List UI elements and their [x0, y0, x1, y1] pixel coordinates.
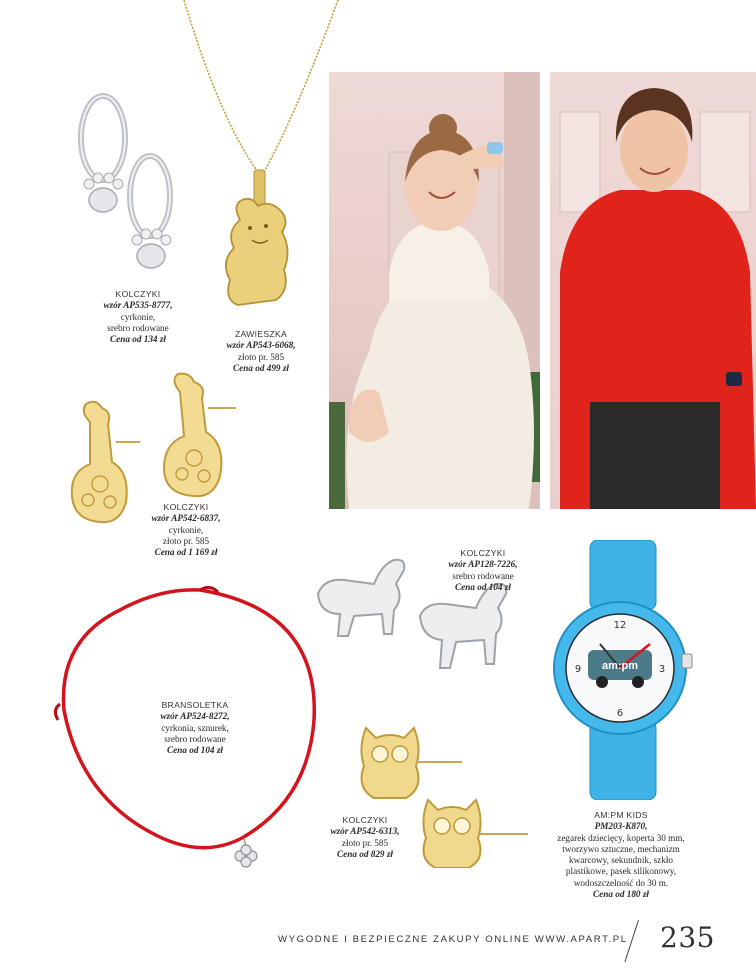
page-number: 235 — [660, 921, 715, 954]
product-model: wzór AP524-8272, — [160, 711, 230, 722]
svg-text:3: 3 — [658, 664, 666, 675]
caption-watch — [536, 810, 706, 900]
product-title: ZAWIESZKA — [234, 329, 288, 339]
product-model: wzór AP543-6068, — [226, 340, 296, 351]
product-desc: zegarek dziecięcy, koperta 30 mm, — [557, 832, 685, 843]
product-desc: cyrkonia, sznurek, — [161, 722, 229, 733]
caption-bracelet — [140, 700, 250, 756]
pendant-dog-image — [180, 0, 350, 320]
product-model: wzór AP535-8777, — [103, 300, 173, 311]
product-title: KOLCZYKI — [460, 548, 506, 558]
product-desc: plastikowe, pasek silikonowy, — [565, 866, 677, 877]
svg-text:6: 6 — [616, 708, 624, 719]
product-title: BRANSOLETKA — [161, 700, 229, 710]
product-desc: złoto pr. 585 — [237, 351, 285, 362]
caption-pendant-dog — [196, 329, 326, 374]
product-desc: srebro rodowane — [452, 570, 514, 581]
product-price: Cena od 180 zł — [593, 889, 649, 900]
product-model: PM203-K870, — [594, 821, 648, 832]
product-desc: złoto pr. 585 — [162, 535, 210, 546]
watch-logo: am:pm — [601, 660, 639, 672]
caption-earrings-paw — [78, 289, 198, 345]
product-price: Cena od 104 zł — [167, 745, 223, 756]
product-desc: złoto pr. 585 — [341, 837, 389, 848]
svg-text:12: 12 — [613, 620, 627, 631]
product-desc: srebro rodowane — [107, 322, 169, 333]
photo-girl — [329, 72, 540, 509]
product-title: KOLCZYKI — [163, 502, 209, 512]
product-title: AM:PM KIDS — [594, 810, 648, 820]
product-model: wzór AP542-6313, — [330, 826, 400, 837]
footer-link[interactable]: WYGODNE I BEZPIECZNE ZAKUPY ONLINE WWW.APART.PL — [278, 934, 628, 945]
caption-earrings-owl — [310, 815, 420, 860]
product-model: wzór AP542-6837, — [151, 513, 221, 524]
product-desc: kwarcowy, sekundnik, szkło — [568, 855, 674, 866]
product-price: Cena od 829 zł — [337, 848, 393, 859]
product-desc: srebro rodowane — [164, 733, 226, 744]
product-desc: tworzywo sztuczne, mechanizm — [562, 843, 680, 854]
product-price: Cena od 499 zł — [233, 362, 289, 373]
product-desc: wodoszczelność do 30 m. — [573, 877, 669, 888]
product-price: Cena od 1 169 zł — [154, 547, 218, 558]
product-title: KOLCZYKI — [342, 815, 388, 825]
earrings-paw-image — [55, 86, 185, 286]
caption-earrings-giraffe — [126, 502, 246, 558]
product-desc: cyrkonie, — [168, 524, 204, 535]
product-model: wzór AP128-7226, — [448, 559, 518, 570]
product-title: KOLCZYKI — [115, 289, 161, 299]
caption-earrings-horse — [428, 548, 538, 593]
product-price: Cena od 104 zł — [455, 581, 511, 592]
product-price: Cena od 134 zł — [110, 334, 166, 345]
photo-boy — [550, 72, 756, 509]
svg-text:9: 9 — [574, 664, 582, 675]
product-desc: cyrkonie, — [120, 311, 156, 322]
